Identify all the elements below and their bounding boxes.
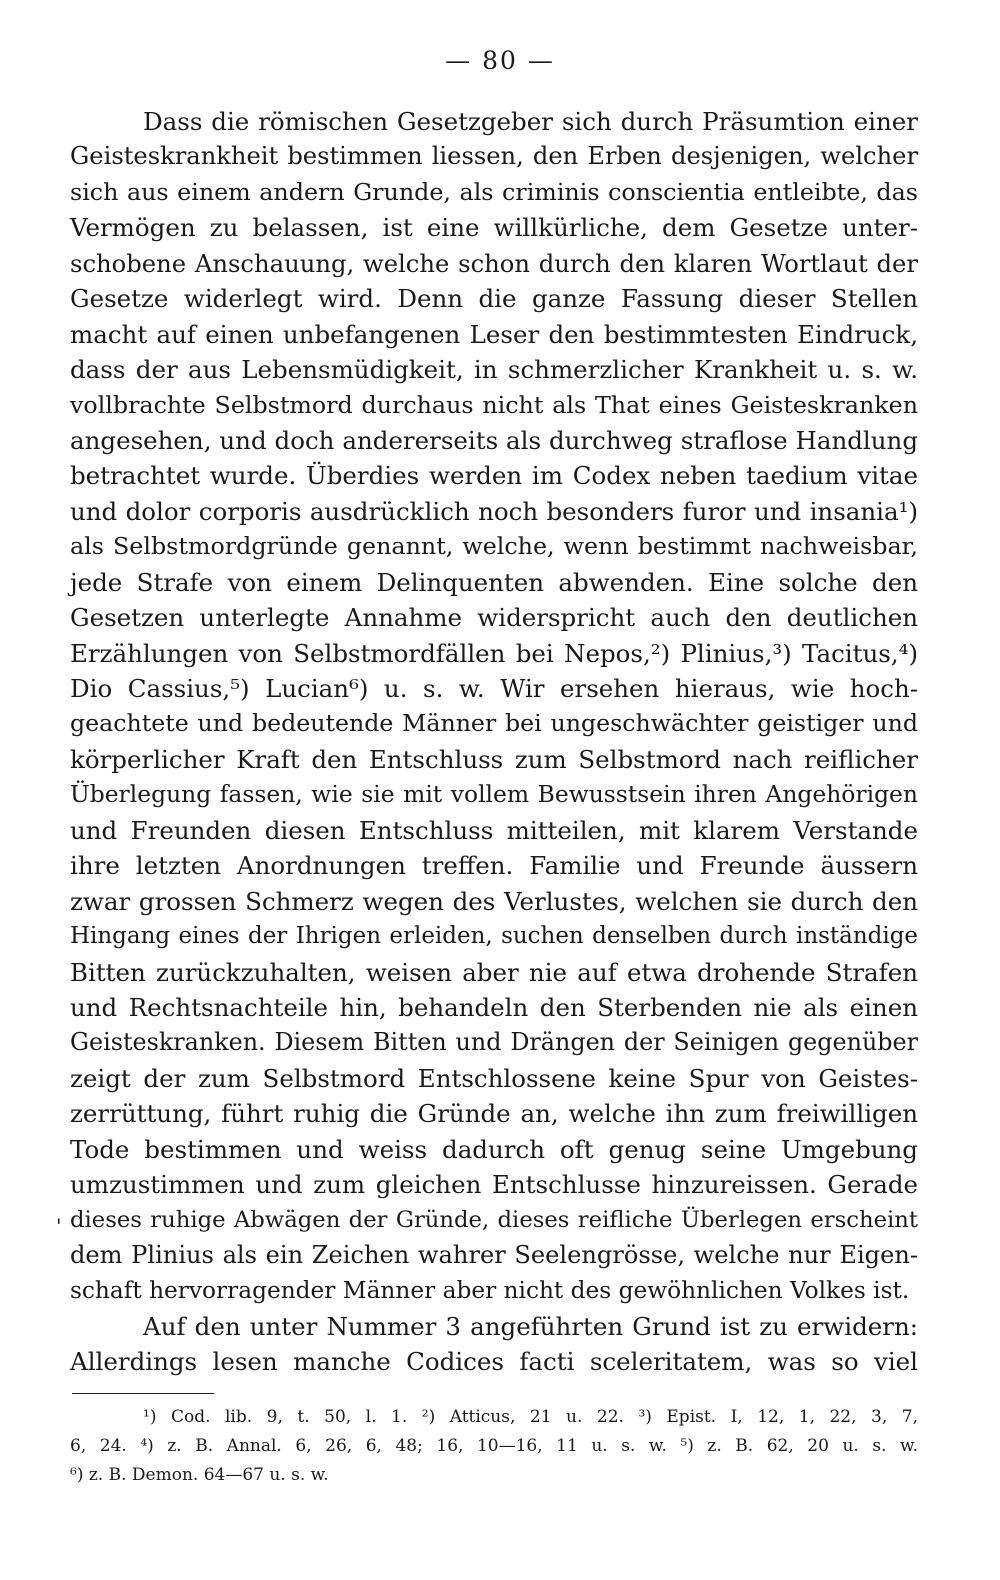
text-line: Gesetzen unterlegte Annahme widerspricht auch den deutlichen bbox=[70, 603, 918, 633]
page-number: — 80 — bbox=[445, 46, 555, 75]
footnote-line: ¹) Cod. lib. 9, t. 50, l. 1. ²) Atticus, 21 u. 22. ³) Epist. I, 12, 1, 22, 3, 7, bbox=[143, 1407, 918, 1427]
text-line: zeigt der zum Selbstmord Entschlossene keine Spur von Geistes- bbox=[70, 1063, 918, 1093]
footnote-divider bbox=[72, 1393, 214, 1394]
text-line: Hingang eines der Ihrigen erleiden, suchen denselben durch inständige bbox=[70, 923, 918, 950]
text-line: Erzählungen von Selbstmordfällen bei Nepos,²) Plinius,³) Tacitus,⁴) bbox=[70, 638, 918, 668]
text-line: Geisteskranken. Diesem Bitten und Drängen der Seinigen gegenüber bbox=[70, 1028, 918, 1057]
text-line: Geisteskrankheit bestimmen liessen, den Erben desjenigen, welcher bbox=[70, 142, 918, 171]
text-line: geachtete und bedeutende Männer bei ungeschwächter geistiger und bbox=[70, 709, 918, 738]
text-line: Auf den unter Nummer 3 angeführten Grund ist zu erwidern: bbox=[143, 1311, 918, 1341]
text-line: Überlegung fassen, wie sie mit vollem Bewusstsein ihren Angehörigen bbox=[70, 780, 918, 809]
text-line: Dio Cassius,⁵) Lucian⁶) u. s. w. Wir ersehen hieraus, wie hoch- bbox=[70, 674, 918, 703]
text-line: jede Strafe von einem Delinquenten abwenden. Eine solche den bbox=[70, 567, 918, 597]
margin-mark: ' bbox=[56, 1214, 62, 1238]
text-line: sich aus einem andern Grunde, als criminis conscientia entleibte, das bbox=[70, 177, 918, 206]
text-line: Vermögen zu belassen, ist eine willkürliche, dem Gesetze unter- bbox=[70, 213, 918, 243]
text-line: und dolor corporis ausdrücklich noch besonders furor und insania¹) bbox=[70, 496, 918, 526]
text-line: betrachtet wurde. Überdies werden im Codex neben taedium vitae bbox=[70, 461, 918, 491]
footnote-line: 6, 24. ⁴) z. B. Annal. 6, 26, 6, 48; 16, 10—16, 11 u. s. w. ⁵) z. B. 62, 20 u. s. w. bbox=[70, 1436, 918, 1456]
text-line: und Freunden diesen Entschluss mitteilen, mit klarem Verstande bbox=[70, 815, 918, 845]
footnotes bbox=[70, 1403, 918, 1490]
text-line: körperlicher Kraft den Entschluss zum Selbstmord nach reiflicher bbox=[70, 744, 918, 774]
text-line: Allerdings lesen manche Codices facti sceleritatem, was so viel bbox=[70, 1347, 918, 1377]
footnote-line: ⁶) z. B. Demon. 64—67 u. s. w. bbox=[70, 1465, 329, 1485]
text-line: zerrüttung, führt ruhig die Gründe an, welche ihn zum freiwilligen bbox=[70, 1099, 918, 1129]
text-line: macht auf einen unbefangenen Leser den bestimmtesten Eindruck, bbox=[70, 319, 918, 349]
text-line: dieses ruhige Abwägen der Gründe, dieses reifliche Überlegen erscheint bbox=[70, 1206, 918, 1233]
text-line: Tode bestimmen und weiss dadurch oft genug seine Umgebung bbox=[70, 1134, 918, 1164]
text-line: schobene Anschauung, welche schon durch den klaren Wortlaut der bbox=[70, 248, 918, 278]
text-line: und Rechtsnachteile hin, behandeln den Sterbenden nie als einen bbox=[70, 992, 918, 1022]
text-line: Gesetze widerlegt wird. Denn die ganze Fassung dieser Stellen bbox=[70, 284, 918, 314]
text-line: Bitten zurückzuhalten, weisen aber nie auf etwa drohende Strafen bbox=[70, 957, 918, 987]
text-line: zwar grossen Schmerz wegen des Verlustes, welchen sie durch den bbox=[70, 886, 918, 916]
text-line: ihre letzten Anordnungen treffen. Familie und Freunde äussern bbox=[70, 851, 918, 881]
text-line: schaft hervorragender Männer aber nicht des gewöhnlichen Volkes ist. bbox=[70, 1277, 910, 1305]
text-line: vollbrachte Selbstmord durchaus nicht als That eines Geisteskranken bbox=[70, 390, 918, 419]
text-line: angesehen, und doch andererseits als durchweg straflose Handlung bbox=[70, 425, 918, 455]
text-line: dass der aus Lebensmüdigkeit, in schmerzlicher Krankheit u. s. w. bbox=[70, 355, 918, 385]
text-line: umzustimmen und zum gleichen Entschlusse hinzureissen. Gerade bbox=[70, 1170, 918, 1200]
text-line: als Selbstmordgründe genannt, welche, wenn bestimmt nachweisbar, bbox=[70, 532, 918, 561]
body-text bbox=[70, 104, 918, 1380]
text-line: dem Plinius als ein Zeichen wahrer Seelengrösse, welche nur Eigen- bbox=[70, 1241, 918, 1269]
text-line: Dass die römischen Gesetzgeber sich durch Präsumtion einer bbox=[143, 107, 918, 136]
